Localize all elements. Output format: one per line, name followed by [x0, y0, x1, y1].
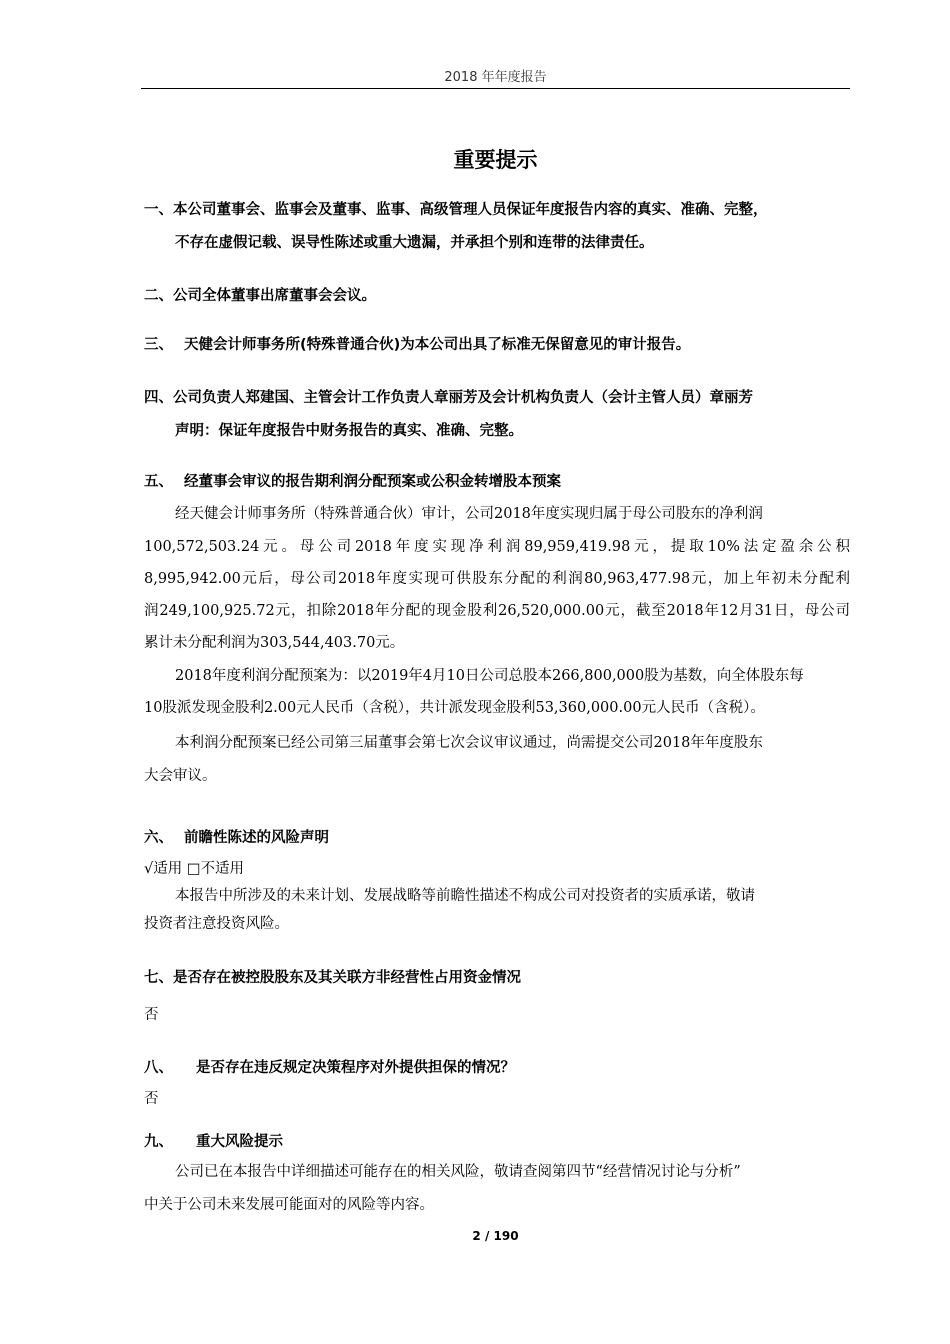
header-rule [141, 88, 850, 89]
item-1-line-1: 一、本公司董事会、监事会及董事、监事、高级管理人员保证年度报告内容的真实、准确、完整， [144, 202, 768, 218]
item-5-number: 五、 [144, 474, 173, 490]
item-5-para-1-line-3: 8,995,942.00元后，母公司2018年度实现可供股东分配的利润80,963,477.98元，加上年初未分配利 [144, 571, 850, 587]
item-9-para-line-2: 中关于公司未来发展可能面对的风险等内容。 [144, 1197, 434, 1213]
item-3-text: 天健会计师事务所(特殊普通合伙)为本公司出具了标准无保留意见的审计报告。 [184, 337, 691, 353]
item-3-number: 三、 [144, 337, 173, 353]
item-6-para-line-2: 投资者注意投资风险。 [144, 916, 289, 932]
item-9-heading [144, 1130, 283, 1151]
item-6-number: 六、 [144, 830, 173, 846]
item-7: 七、是否存在被控股股东及其关联方非经营性占用资金情况 [144, 970, 521, 986]
item-1-line-2: 不存在虚假记载、误导性陈述或重大遗漏，并承担个别和连带的法律责任。 [175, 235, 654, 251]
item-5-para-2-line-1: 2018年度利润分配预案为：以2019年4月10日公司总股本266,800,000股为基数，向全体股东每 [175, 668, 804, 684]
item-2: 二、公司全体董事出席董事会会议。 [144, 288, 376, 304]
page-number: 2 / 190 [472, 1229, 519, 1243]
item-9-number: 九、 [144, 1134, 173, 1150]
item-9-para-line-1: 公司已在本报告中详细描述可能存在的相关风险，敬请查阅第四节“经营情况讨论与分析” [175, 1164, 741, 1180]
page-title: 重要提示 [453, 148, 538, 172]
item-5-para-1-line-1: 经天健会计师事务所（特殊普通合伙）审计，公司2018年度实现归属于母公司股东的净利润 [175, 506, 763, 522]
item-6-heading [144, 826, 329, 847]
item-5-para-2-line-2: 10股派发现金股利2.00元人民币（含税），共计派发现金股利53,360,000.00元人民币（含税）。 [144, 700, 765, 716]
item-3 [144, 333, 690, 354]
applicability-checkbox: √适用 □不适用 [144, 861, 245, 877]
item-5-para-1-line-2: 100,572,503.24元。母公司2018年度实现净利润89,959,419.98元，提取10%法定盈余公积 [144, 539, 850, 555]
item-5-heading [144, 470, 561, 491]
item-5-para-1-line-5: 累计未分配利润为303,544,403.70元。 [144, 635, 405, 651]
item-8-answer: 否 [144, 1091, 159, 1107]
item-7-answer: 否 [144, 1007, 159, 1023]
item-6-text: 前瞻性陈述的风险声明 [184, 830, 329, 846]
running-header: 2018 年年度报告 [444, 70, 547, 85]
item-9-text: 重大风险提示 [196, 1134, 283, 1150]
item-5-para-3-line-2: 大会审议。 [144, 768, 217, 784]
item-5-text: 经董事会审议的报告期利润分配预案或公积金转增股本预案 [184, 474, 561, 490]
item-4-line-1: 四、公司负责人郑建国、主管会计工作负责人章丽芳及会计机构负责人（会计主管人员）章丽芳 [144, 390, 753, 406]
item-6-para-line-1: 本报告中所涉及的未来计划、发展战略等前瞻性描述不构成公司对投资者的实质承诺，敬请 [175, 888, 755, 904]
item-4-line-2: 声明：保证年度报告中财务报告的真实、准确、完整。 [175, 423, 523, 439]
item-5-para-1-line-4: 润249,100,925.72元，扣除2018年分配的现金股利26,520,000.00元，截至2018年12月31日，母公司 [144, 603, 850, 619]
item-8-text: 是否存在违反规定决策程序对外提供担保的情况？ [196, 1060, 515, 1076]
item-8-number: 八、 [144, 1060, 173, 1076]
item-5-para-3-line-1: 本利润分配预案已经公司第三届董事会第七次会议审议通过，尚需提交公司2018年年度股东 [175, 735, 763, 751]
item-8-heading [144, 1056, 515, 1077]
